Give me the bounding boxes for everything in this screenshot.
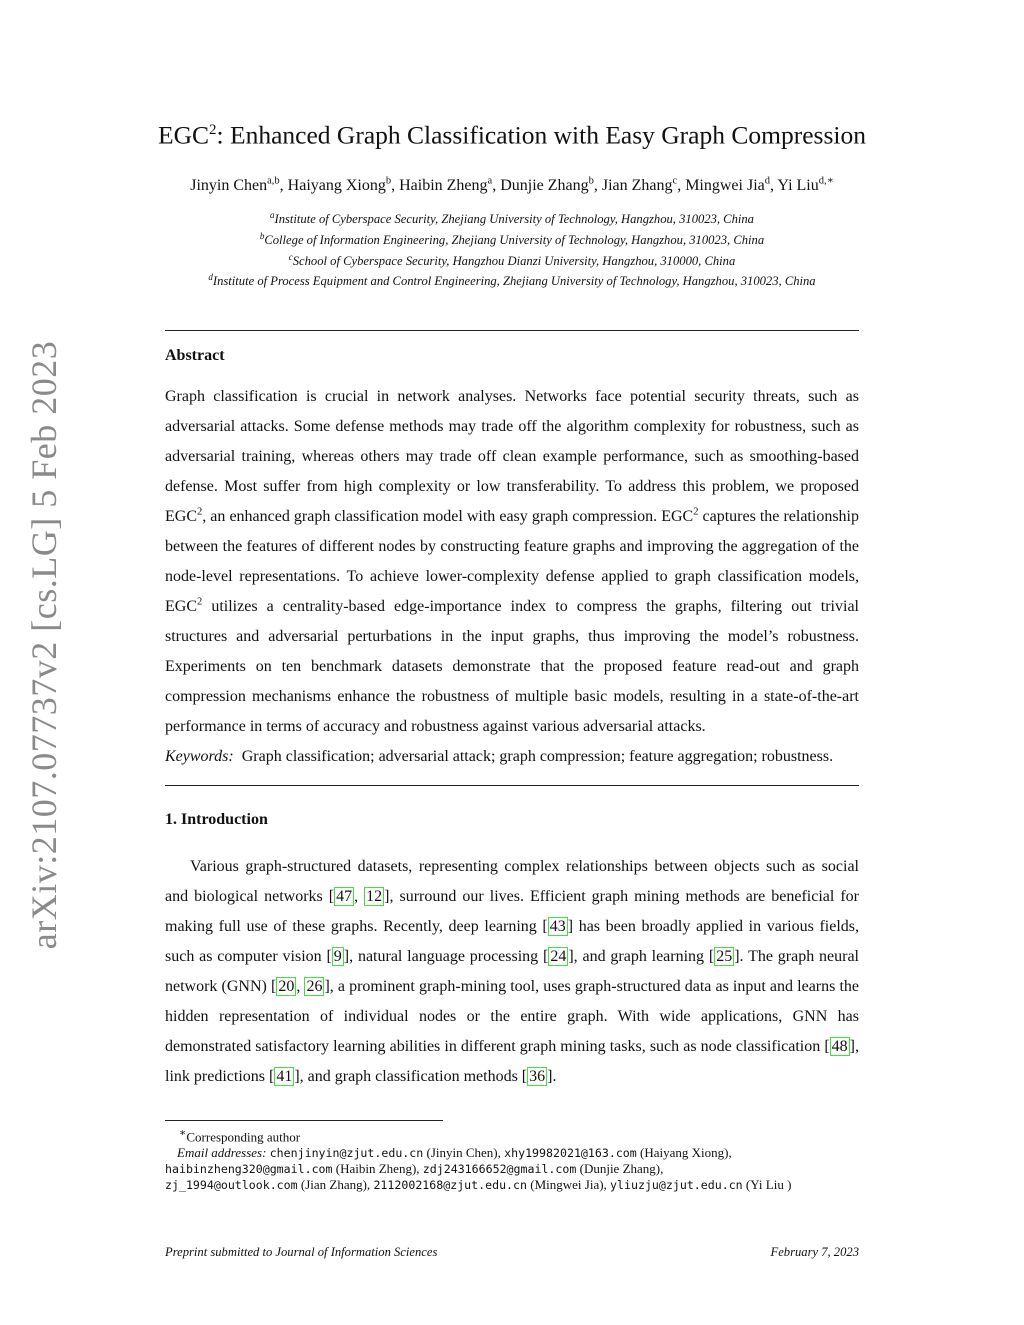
- citation-link[interactable]: 36: [529, 1068, 546, 1085]
- footnotes: [165, 1125, 865, 1193]
- citation-link[interactable]: 48: [831, 1038, 848, 1055]
- page-date: February 7, 2023: [770, 1245, 859, 1259]
- author-affiliation-mark: a,b: [267, 176, 280, 187]
- abstract-top-rule: [165, 330, 859, 331]
- author-affiliation-mark: b: [385, 176, 392, 187]
- email-addresses: Email addresses: chenjinyin@zjut.edu.cn (Jinyin Chen), xhy19982021@163.com (Haiyang Xiong),: [177, 1145, 732, 1161]
- email-link[interactable]: zdj243166652@gmail.com: [422, 1162, 577, 1177]
- title-superscript: 2: [209, 122, 217, 138]
- citation-link[interactable]: 43: [549, 918, 566, 935]
- affiliation: $^c$School of Cyberspace Security, Hangzhou Dianzi University, Hangzhou, 310000, China: [288, 251, 736, 268]
- author-name: Mingwei Jia: [685, 177, 765, 195]
- preprint-note: Preprint submitted to Journal of Information Sciences: [165, 1245, 438, 1259]
- citation-link[interactable]: 24: [550, 948, 567, 965]
- arxiv-identifier: arXiv:2107.07737v2 [cs.LG] 5 Feb 2023: [24, 340, 64, 950]
- citation-link[interactable]: 9: [333, 948, 342, 965]
- affiliation-list: [100, 207, 924, 290]
- footnote-rule: [165, 1120, 443, 1121]
- author: Mingwei Jia$^d$,: [685, 176, 778, 195]
- keywords-line: [165, 742, 859, 772]
- title-main: EGC: [158, 120, 210, 150]
- citation-link[interactable]: 26: [306, 978, 323, 995]
- author-affiliation-mark: b: [588, 176, 594, 187]
- author-name: Yi Liu: [777, 177, 819, 195]
- author-name: Dunjie Zhang: [500, 177, 589, 195]
- author-affiliation-mark: a: [487, 176, 493, 187]
- author-affiliation-mark: d: [764, 176, 770, 187]
- email-link[interactable]: 2112002168@zjut.edu.cn: [373, 1178, 527, 1193]
- author: Haibin Zheng$^a$,: [399, 176, 501, 195]
- author-name: Jian Zhang: [601, 177, 673, 195]
- author-affiliation-mark: d,∗: [818, 176, 834, 187]
- author-name: Haibin Zheng: [399, 177, 488, 195]
- author: Jian Zhang$^c$,: [601, 176, 686, 195]
- abstract-bottom-rule: [165, 785, 859, 786]
- introduction-paragraph: Various graph-structured datasets, representing complex relationships between objects such as social and biological networks [ 47 , 12 ], surround our lives. Efficient graph mining methods are beneficial for making full use of these graphs. Recently, deep learning [ 43 ] has been broadly applied in various fields, such as computer vision [ 9 ], natural language processing [ 24 ], and graph learning [ 25 ]. The graph neural network (GNN) [ 20 , 26 ], a prominent graph-mining tool, uses graph-structured data as input and learns the hidden representation of individual nodes or the entire graph. With wide applications, GNN has demonstrated satisfactory learning abilities in different graph mining tasks, such as node classification [ 48 ], link predictions [ 41 ], and graph classification methods [ 36 ].: [165, 858, 860, 1085]
- paper-title: [100, 113, 924, 153]
- email-addresses-line-3: zj_1994@outlook.com (Jian Zhang), 2112002168@zjut.edu.cn (Mingwei Jia), yliuzju@zjut.edu.cn (Yi Liu ): [165, 1177, 792, 1193]
- affiliation: $^b$College of Information Engineering, Zhejiang University of Technology, Hangzhou, 310023, China: [259, 230, 765, 247]
- corresponding-author-note: ∗Corresponding author: [179, 1127, 301, 1145]
- title-rest: : Enhanced Graph Classification with Easy Graph Compression: [216, 120, 866, 150]
- citation-link[interactable]: 47: [336, 888, 353, 905]
- affiliation: $^d$Institute of Process Equipment and Control Engineering, Zhejiang University of Technology, Hangzhou, 310023, China: [208, 272, 816, 289]
- citation-link[interactable]: 41: [276, 1068, 293, 1085]
- abstract-text: Graph classification is crucial in network analyses. Networks face potential security threats, such as adversarial attacks. Some defense methods may trade off the algorithm complexity for robustness, such as adversarial training, whereas others may trade off clean example performance, such as smoothing-based defense. Most suffer from high complexity or low transferability. To address this problem, we proposed EGC$^2$, an enhanced graph classification model with easy graph compression. EGC$^2$ captures the relationship between the features of different nodes by constructing feature graphs and improving the aggregation of the node-level representations. To achieve lower-complexity defense applied to graph classification models, EGC$^2$ utilizes a centrality-based edge-importance index to compress the graphs, filtering out trivial structures and adversarial perturbations in the input graphs, thus improving the model’s robustness. Experiments on ten benchmark datasets demonstrate that the proposed feature read-out and graph compression mechanisms enhance the robustness of multiple basic models, resulting in a state-of-the-art performance in terms of accuracy and robustness against various adversarial attacks.: [165, 388, 859, 735]
- author-name: Haiyang Xiong: [287, 177, 386, 195]
- affiliation: $^a$Institute of Cyberspace Security, Zhejiang University of Technology, Hangzhou, 310023, China: [270, 210, 754, 227]
- abstract-heading: Abstract: [165, 347, 225, 364]
- author-affiliation-mark: c: [672, 176, 678, 187]
- author-name: Jinyin Chen: [190, 177, 268, 195]
- citation-link[interactable]: 25: [716, 948, 733, 965]
- citation-link[interactable]: 20: [278, 978, 295, 995]
- abstract-body: [165, 382, 859, 772]
- email-addresses-line-2: haibinzheng320@gmail.com (Haibin Zheng), zdj243166652@gmail.com (Dunjie Zhang),: [165, 1161, 664, 1177]
- citation-link[interactable]: 12: [366, 888, 383, 905]
- author: [777, 177, 833, 194]
- email-link[interactable]: haibinzheng320@gmail.com: [165, 1162, 333, 1177]
- email-link[interactable]: xhy19982021@163.com: [504, 1146, 637, 1161]
- email-label: Email addresses:: [177, 1145, 267, 1161]
- author: Jinyin Chen$^{a,b}$,: [190, 176, 288, 195]
- keywords-label: Keywords:: [165, 748, 234, 765]
- author-list: [100, 171, 924, 197]
- email-link[interactable]: zj_1994@outlook.com: [165, 1178, 298, 1193]
- email-link[interactable]: chenjinyin@zjut.edu.cn: [269, 1146, 424, 1161]
- author: Haiyang Xiong$^b$,: [287, 176, 400, 195]
- keywords-text: Graph classification; adversarial attack; graph compression; feature aggregation; robustness.: [241, 748, 834, 765]
- email-link[interactable]: yliuzju@zjut.edu.cn: [610, 1178, 743, 1193]
- section-heading-introduction: 1. Introduction: [165, 811, 268, 828]
- author: Dunjie Zhang$^b$,: [500, 176, 602, 195]
